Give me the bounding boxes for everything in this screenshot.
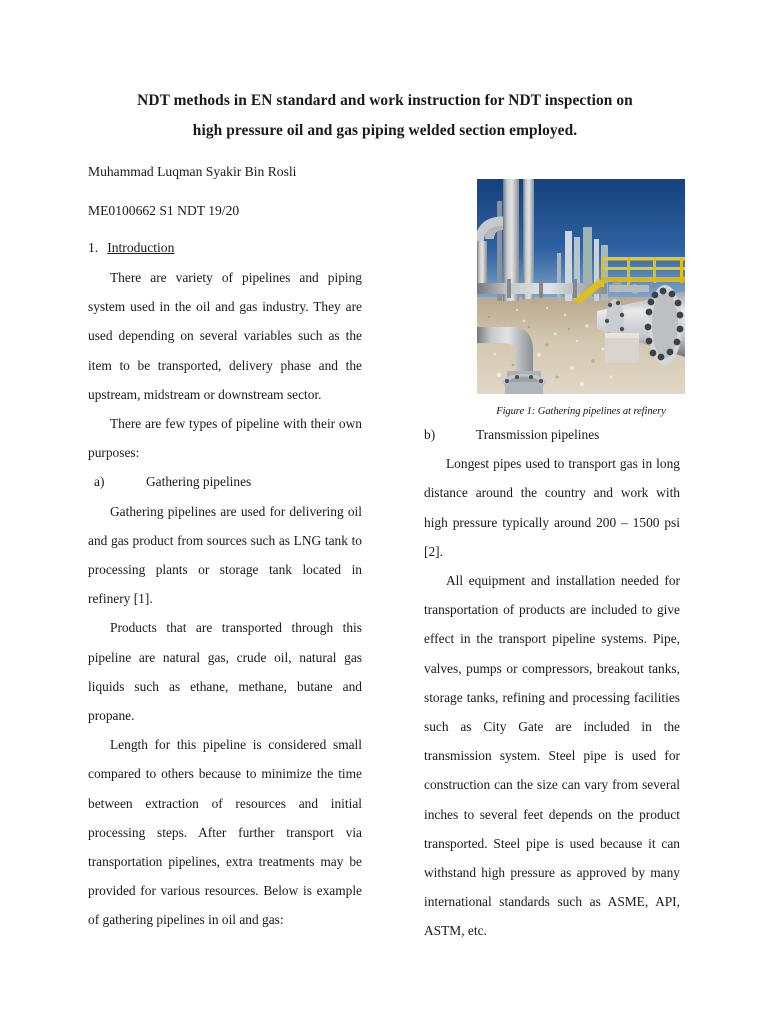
author-name: Muhammad Luqman Syakir Bin Rosli bbox=[88, 164, 297, 179]
paragraph-all-equipment: All equipment and installation needed for transportation of products are included to give effect in the transport pipeline systems. Pipe, valves, pumps or compressors, breakout tanks, storage tanks, refining and processing facilities such as City Gate are included in the transmission system. Steel pipe is used for construction can the size can vary from several inches to several feet depends on the product transported. Steel pipe is used because it can withstand high pressure as approved by many international standards such as ASME, API, ASTM, etc. bbox=[424, 573, 680, 939]
left-column bbox=[88, 263, 362, 935]
paragraph-types-of-pipeline: There are few types of pipeline with their own purposes: bbox=[88, 416, 362, 461]
page-title bbox=[88, 86, 682, 146]
list-item-a-gathering-pipelines bbox=[88, 467, 362, 496]
list-marker-a: a) bbox=[94, 474, 105, 490]
paragraph-longest-pipes: Longest pipes used to transport gas in long distance around the country and work with high pressure typically around 200 – 1500 psi [2]. bbox=[424, 456, 680, 559]
paragraph-products-transported: Products that are transported through this pipeline are natural gas, crude oil, natural gas liquids such as ethane, methane, butane and propane. bbox=[88, 620, 362, 724]
title-line-2: high pressure oil and gas piping welded section employed. bbox=[192, 122, 578, 139]
paragraph-variety-of-pipelines: There are variety of pipelines and piping system used in the oil and gas industry. They are used depending on several variables such as the item to be transported, delivery phase and the upstream, midstream or downstream sector. bbox=[88, 270, 362, 402]
list-marker-b: b) bbox=[424, 427, 436, 442]
section-number: 1. bbox=[88, 240, 99, 255]
author-matric-number: ME0100662 S1 NDT 19/20 bbox=[88, 203, 240, 218]
paragraph-gathering-pipelines-use: Gathering pipelines are used for delivering oil and gas product from sources such as LNG tank to processing plants or storage tank located in refinery [1]. bbox=[88, 503, 362, 607]
list-text-b: Transmission pipelines bbox=[476, 427, 600, 442]
section-label: Introduction bbox=[107, 240, 175, 255]
title-line-1: NDT methods in EN standard and work instruction for NDT inspection on bbox=[137, 92, 633, 109]
list-text-a: Gathering pipelines bbox=[146, 474, 252, 490]
list-item-b-transmission-pipelines bbox=[424, 420, 680, 449]
paragraph-length-of-pipeline: Length for this pipeline is considered small compared to others because to minimize the time between extraction of resources and initial processing steps. After further transport via transportation pipelines, extra treatments may be provided for various resources. Below is example of gathering pipelines in oil and gas: bbox=[88, 737, 362, 928]
gathering-pipelines-photo bbox=[477, 179, 685, 394]
figure-caption: Figure 1: Gathering pipelines at refinery bbox=[496, 406, 666, 417]
section-heading-introduction bbox=[88, 240, 174, 256]
right-column bbox=[424, 420, 680, 946]
figure-1 bbox=[477, 179, 685, 419]
